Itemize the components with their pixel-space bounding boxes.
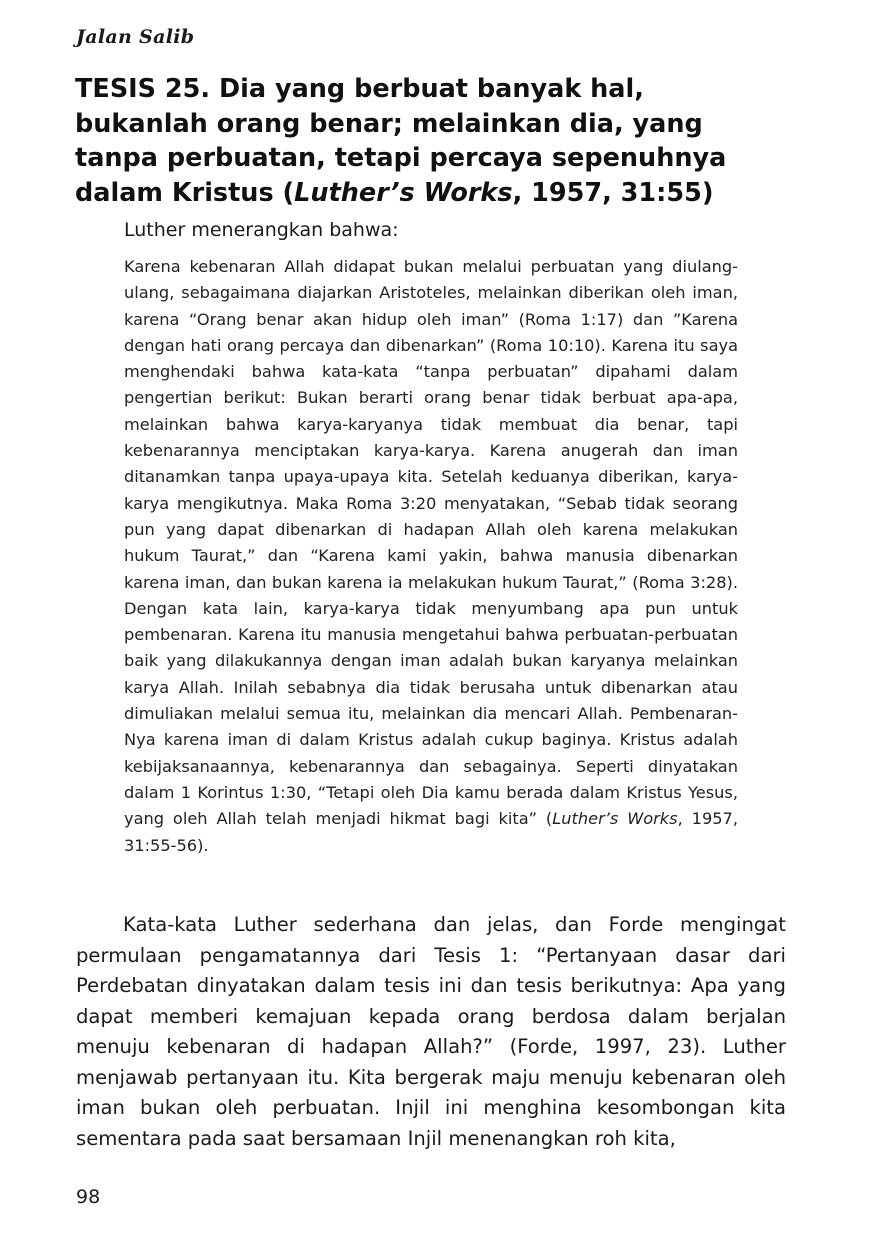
block-quote-text: Karena kebenaran Allah didapat bukan melalui perbuatan yang diulang-ulang, sebagaimana diajarkan Aristoteles, melainkan diberikan oleh iman, karena “Orang benar akan hidup oleh iman” (Roma 1:17) dan ”Karena dengan hati orang percaya dan dibenarkan” (Roma 10:10). Karena itu saya menghendaki bahwa kata-kata “tanpa perbuatan” dipahami dalam pengertian berikut: Bukan berarti orang benar tidak berbuat apa-apa, melainkan bahwa karya-karyanya tidak membuat dia benar, tapi kebenarannya menciptakan karya-karya. Karena anugerah dan iman ditanamkan tanpa upaya-upaya kita. Setelah keduanya diberikan, karya-karya mengikutnya. Maka Roma 3:20 menyatakan, “Sebab tidak seorang pun yang dapat dibenarkan di hadapan Allah oleh karena melakukan hukum Taurat,” dan “Karena kami yakin, bahwa manusia dibenarkan karena iman, dan bukan karena ia melakukan hukum Taurat,” (Roma 3:28). Dengan kata lain, karya-karya tidak menyumbang apa pun untuk pembenaran. Karena itu manusia mengetahui bahwa perbuatan-perbuatan baik yang dilakukannya dengan iman adalah bukan karyanya melainkan karya Allah. Inilah sebabnya dia tidak berusaha untuk dibenarkan atau dimuliakan melalui semua itu, melainkan dia mencari Allah. Pembenaran-Nya karena iman di dalam Kristus adalah cukup baginya. Kristus adalah kebijaksanaannya, kebenarannya dan sebagainya. Seperti dinyatakan dalam 1 Korintus 1:30, “Tetapi oleh Dia kamu berada dalam Kristus Yesus, yang oleh Allah telah menjadi hikmat bagi kita” (	[124, 257, 738, 829]
running-head: Jalan Salib	[76, 26, 195, 48]
thesis-citation-title: Luther’s Works	[294, 177, 513, 208]
block-quote-citation-details: , 1957, 31:55-56).	[124, 809, 738, 855]
block-quote-citation-title: Luther’s Works	[552, 809, 678, 829]
thesis-citation-details: , 1957, 31:55)	[512, 177, 714, 208]
page-number: 98	[76, 1186, 101, 1208]
quote-intro: Luther menerangkan bahwa:	[124, 219, 399, 241]
thesis-heading	[75, 72, 775, 210]
body-paragraph: Kata-kata Luther sederhana dan jelas, dan Forde mengingat permulaan pengamatannya dari Tesis 1: “Pertanyaan dasar dari Perdebatan dinyatakan dalam tesis ini dan tesis berikutnya: Apa yang dapat memberi kemajuan kepada orang berdosa dalam berjalan menuju kebenaran di hadapan Allah?” (Forde, 1997, 23). Luther menjawab pertanyaan itu. Kita bergerak maju menuju kebenaran oleh iman bukan oleh perbuatan. Injil ini menghina kesombongan kita sementara pada saat bersamaan Injil menenangkan roh kita,	[76, 913, 786, 1150]
block-quote	[124, 254, 738, 859]
thesis-text: TESIS 25. Dia yang berbuat banyak hal, bukanlah orang benar; melainkan dia, yang tanpa perbuatan, tetapi percaya sepenuhnya dalam Kristus (	[75, 74, 727, 208]
